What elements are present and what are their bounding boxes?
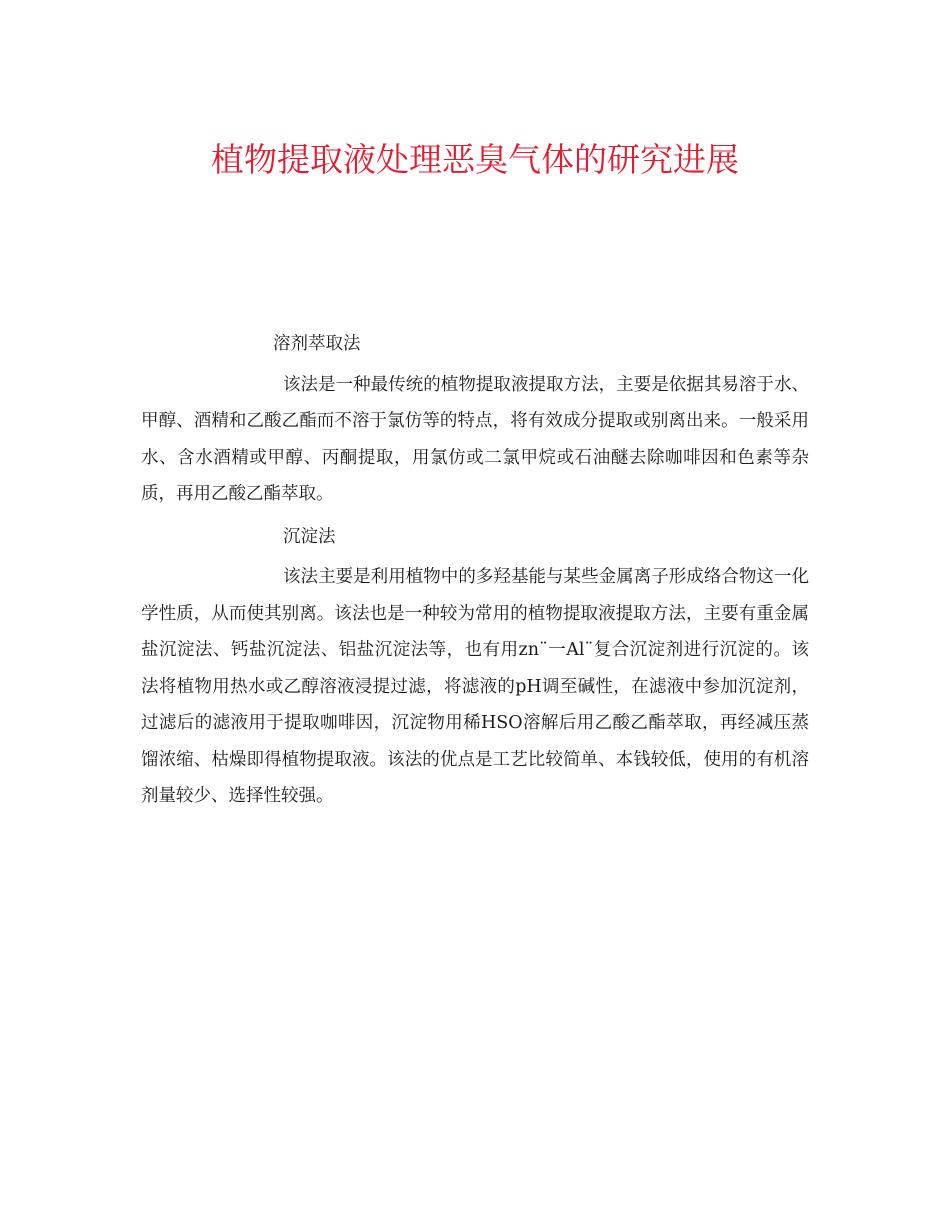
section-precipitation bbox=[141, 519, 809, 815]
section-paragraph: 该法主要是利用植物中的多羟基能与某些金属离子形成络合物这一化学性质，从而使其别离。该法也是一种较为常用的植物提取液提取方法，主要有重金属盐沉淀法、钙盐沉淀法、铝盐沉淀法等，也有用zn¨一Al¨复合沉淀剂进行沉淀的。该法将植物用热水或乙醇溶液浸提过滤，将滤液的pH调至碱性，在滤液中参加沉淀剂，过滤后的滤液用于提取咖啡因，沉淀物用稀HSO溶解后用乙酸乙酯萃取，再经减压蒸馏浓缩、枯燥即得植物提取液。该法的优点是工艺比较简单、本钱较低，使用的有机溶剂量较少、选择性较强。 bbox=[141, 567, 809, 806]
section-heading: 溶剂萃取法 bbox=[273, 334, 361, 354]
document-body bbox=[141, 326, 809, 815]
section-solvent-extraction bbox=[141, 326, 809, 513]
section-heading: 沉淀法 bbox=[283, 526, 336, 547]
section-paragraph: 该法是一种最传统的植物提取液提取方法，主要是依据其易溶于水、甲醇、酒精和乙酸乙酯而不溶于氯仿等的特点，将有效成分提取或别离出来。一般采用水、含水酒精或甲醇、丙酮提取，用氯仿或二氯甲烷或石油醚去除咖啡因和色素等杂质，再用乙酸乙酯萃取。 bbox=[141, 374, 809, 504]
document-title: 植物提取液处理恶臭气体的研究进展 bbox=[211, 140, 739, 179]
